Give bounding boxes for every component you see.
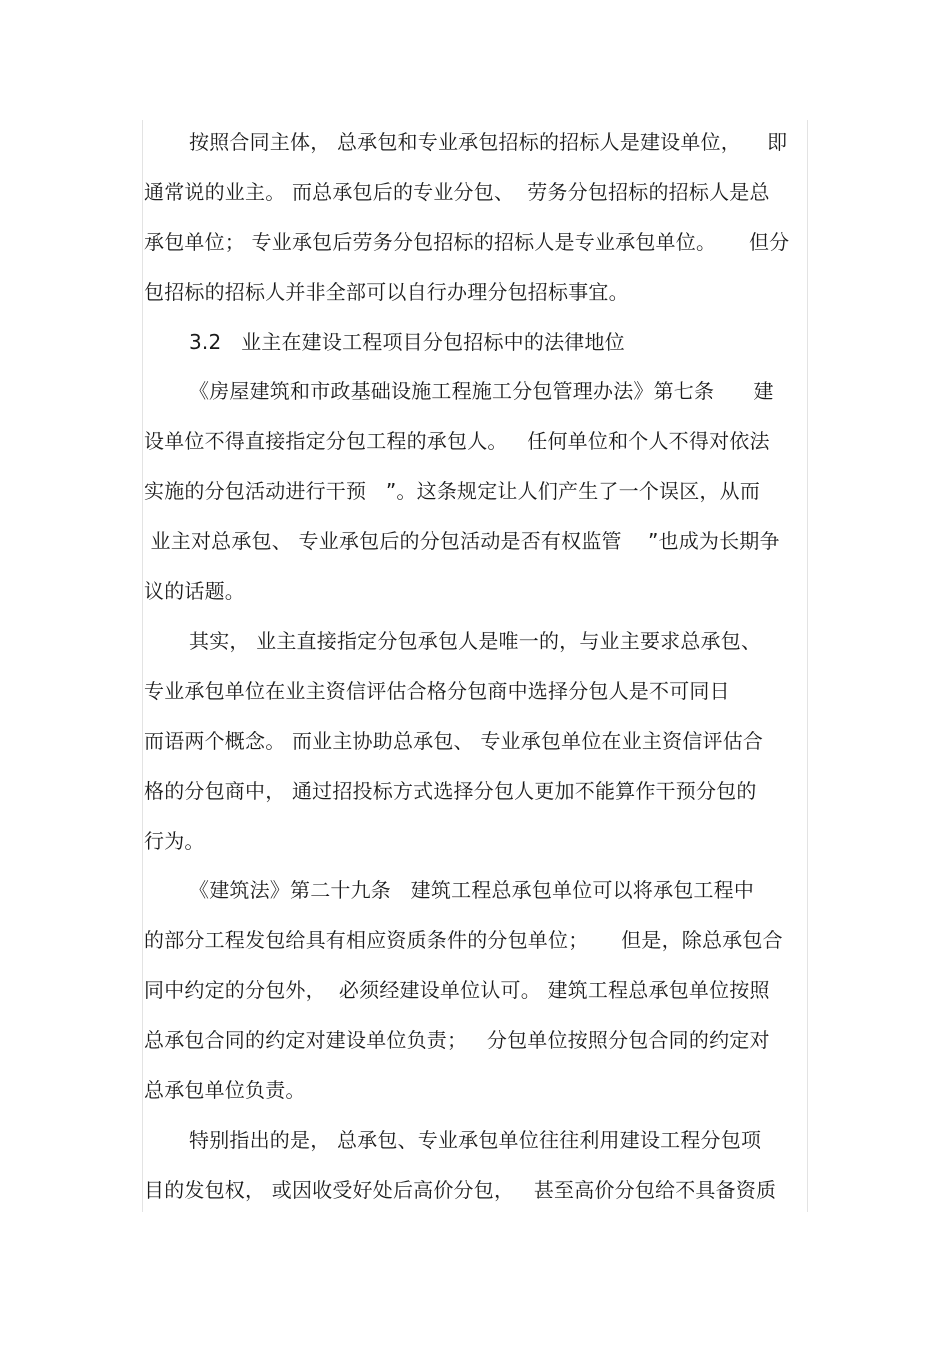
text-line: 按照合同主体， 总承包和专业承包招标的招标人是建设单位， 即 xyxy=(189,130,788,154)
text-line: 专业承包单位在业主资信评估合格分包商中选择分包人是不可同日 xyxy=(144,679,730,703)
text-line: 行为。 xyxy=(144,829,205,853)
text-line: 议的话题。 xyxy=(144,579,245,603)
page-left-border xyxy=(142,120,143,1212)
page-right-border xyxy=(807,120,808,1212)
text-line: 目的发包权， 或因收受好处后高价分包， 甚至高价分包给不具备资质 xyxy=(144,1178,777,1202)
text-line: 特别指出的是， 总承包、专业承包单位往往利用建设工程分包项 xyxy=(189,1128,762,1152)
text-line: 其实， 业主直接指定分包承包人是唯一的，与业主要求总承包、 xyxy=(189,629,762,653)
text-line: 业主对总承包、 专业承包后的分包活动是否有权监管 ”也成为长期争 xyxy=(144,529,780,553)
text-line: 实施的分包活动进行干预 ”。这条规定让人们产生了一个误区，从而 xyxy=(144,479,761,503)
text-line: 同中约定的分包外， 必须经建设单位认可。 建筑工程总承包单位按照 xyxy=(144,978,770,1002)
text-line: 格的分包商中， 通过招投标方式选择分包人更加不能算作干预分包的 xyxy=(144,779,757,803)
section-heading: 3.2 业主在建设工程项目分包招标中的法律地位 xyxy=(189,330,625,354)
text-line: 《建筑法》第二十九条 建筑工程总承包单位可以将承包工程中 xyxy=(189,878,755,902)
text-line: 承包单位； 专业承包后劳务分包招标的招标人是专业承包单位。 但分 xyxy=(144,230,790,254)
text-line: 总承包合同的约定对建设单位负责； 分包单位按照分包合同的约定对 xyxy=(144,1028,770,1052)
text-line: 而语两个概念。 而业主协助总承包、 专业承包单位在业主资信评估合 xyxy=(144,729,764,753)
text-line: 总承包单位负责。 xyxy=(144,1078,306,1102)
text-line: 通常说的业主。 而总承包后的专业分包、 劳务分包招标的招标人是总 xyxy=(144,180,770,204)
text-line: 《房屋建筑和市政基础设施工程施工分包管理办法》第七条 建 xyxy=(189,379,774,403)
text-line: 设单位不得直接指定分包工程的承包人。 任何单位和个人不得对依法 xyxy=(144,429,770,453)
text-line: 的部分工程发包给具有相应资质条件的分包单位； 但是，除总承包合 xyxy=(144,928,783,952)
text-line: 包招标的招标人并非全部可以自行办理分包招标事宜。 xyxy=(144,280,629,304)
